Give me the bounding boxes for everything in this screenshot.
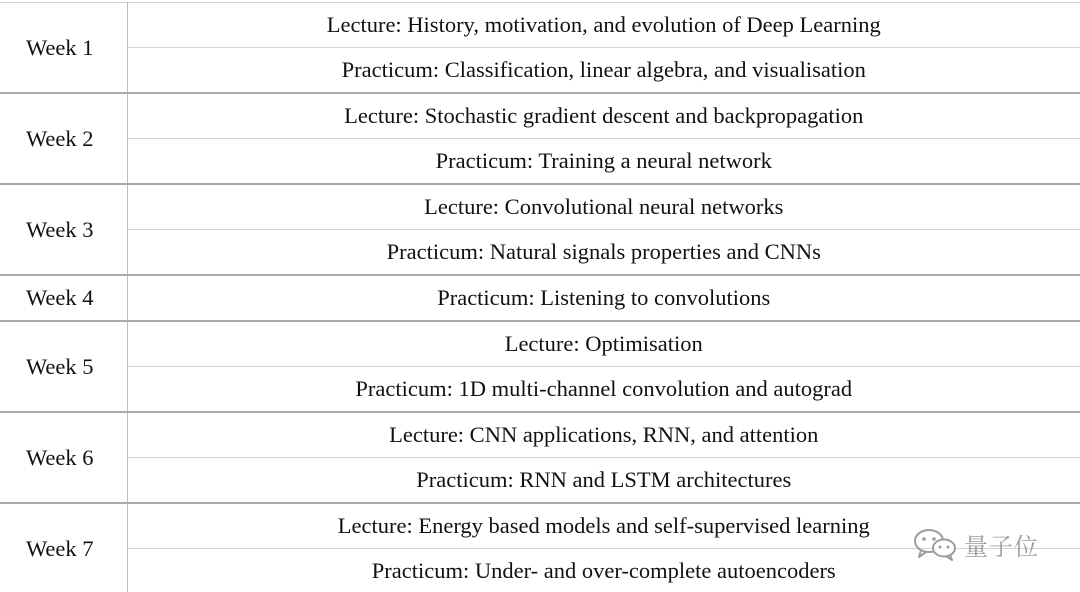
schedule-row [0,367,1080,413]
week-cell: Week 2 [0,93,127,184]
lecture-cell: Lecture: Convolutional neural networks [127,184,1080,230]
schedule-row [0,184,1080,230]
lecture-cell: Lecture: Stochastic gradient descent and backpropagation [127,93,1080,139]
watermark [912,525,1039,563]
practicum-cell: Practicum: Classification, linear algebra, and visualisation [127,48,1080,94]
schedule-row [0,139,1080,185]
schedule-row [0,93,1080,139]
schedule-row [0,275,1080,321]
schedule-row [0,3,1080,48]
lecture-cell: Lecture: Energy based models and self-supervised learning [127,503,1080,549]
practicum-cell: Practicum: Listening to convolutions [127,275,1080,321]
watermark-text: 量子位 [964,532,1039,561]
wechat-icon [912,527,958,561]
practicum-cell: Practicum: Natural signals properties and CNNs [127,230,1080,276]
week-cell: Week 7 [0,503,127,592]
practicum-cell: Practicum: Training a neural network [127,139,1080,185]
schedule-row [0,230,1080,276]
week-cell: Week 3 [0,184,127,275]
week-cell: Week 5 [0,321,127,412]
practicum-cell: Practicum: Under- and over-complete autoencoders [127,549,1080,592]
practicum-cell: Practicum: 1D multi-channel convolution and autograd [127,367,1080,413]
week-cell: Week 4 [0,275,127,321]
schedule-row [0,321,1080,367]
lecture-cell: Lecture: CNN applications, RNN, and attention [127,412,1080,458]
schedule-row [0,458,1080,504]
lecture-cell: Lecture: History, motivation, and evolution of Deep Learning [127,3,1080,48]
schedule-row [0,48,1080,94]
schedule-body [0,3,1080,592]
week-cell: Week 6 [0,412,127,503]
schedule-row [0,412,1080,458]
lecture-cell: Lecture: Optimisation [127,321,1080,367]
practicum-cell: Practicum: RNN and LSTM architectures [127,458,1080,504]
week-cell: Week 1 [0,3,127,94]
course-schedule-table [0,2,1080,592]
